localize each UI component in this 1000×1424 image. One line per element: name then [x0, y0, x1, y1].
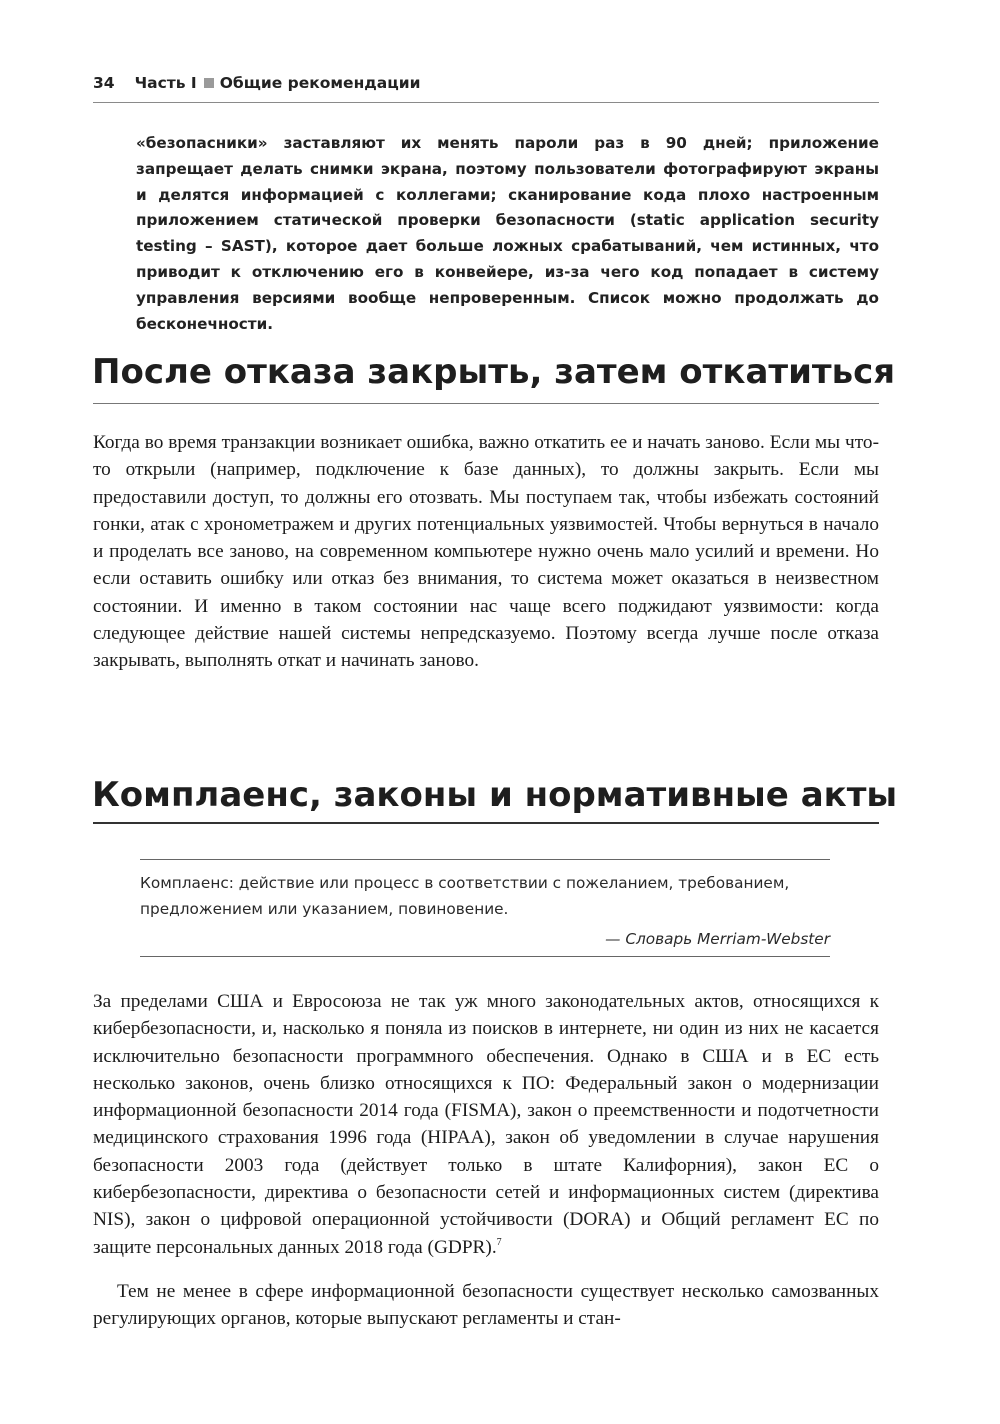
part-label: Часть I [134, 74, 197, 92]
section-heading-rollback: После отказа закрыть, затем откатиться [92, 352, 896, 392]
epigraph-source: — Словарь Merriam-Webster [605, 930, 830, 948]
section-rule-compliance [93, 822, 879, 824]
epigraph-quote: Комплаенс: действие или процесс в соответствии с пожеланием, требованием, предложением или указанием, повиновение. [140, 874, 790, 918]
epigraph-bottom-rule [140, 956, 830, 957]
compliance-paragraph-1-text: За пределами США и Евросоюза не так уж много законодательных актов, относящихся к кибербезопасности, и, насколько я поняла из поисков в интернете, ни один из них не касается исключительно безопасности программного обеспечения. Однако в США и в ЕС есть несколько законов, очень близко относящихся к ПО: Федеральный закон о модернизации информационной безопасности 2014 года (FISMA), закон о преемственности и подотчетности медицинского страхования 1996 года (HIPAA), закон об уведомлении в случае нарушения безопасности 2003 года (действует только в штате Калифорния), закон ЕС о кибербезопасности, директива о безопасности сетей и информационных систем (директива NIS), закон о цифровой операционной устойчивости (DORA) и Общий регламент ЕС по защите персональных данных 2018 года (GDPR). [93, 991, 879, 1258]
footnote-ref: 7 [496, 1236, 502, 1248]
header-rule [93, 102, 879, 103]
section-rule-rollback [93, 403, 879, 404]
running-header [93, 74, 879, 92]
separator-square-icon [204, 78, 214, 88]
section-heading-compliance: Комплаенс, законы и нормативные акты [92, 775, 898, 815]
compliance-paragraph-1 [93, 988, 879, 1261]
page-number: 34 [93, 74, 115, 92]
section-rollback-paragraph: Когда во время транзакции возникает ошибка, важно откатить ее и начать заново. Если мы что-то открыли (например, подключение к базе данных), то должны закрыть. Если мы предоставили доступ, то должны его отозвать. Мы поступаем так, чтобы избежать состояний гонки, атак с хронометражем и других потенциальных уязвимостей. Чтобы вернуться в начало и проделать все заново, на современном компьютере нужно очень мало усилий и времени. Но если оставить ошибку или отказ без внимания, то система может оказаться в неизвестном состоянии. И именно в таком состоянии нас чаще всего поджидают уязвимости: когда следующее действие нашей системы непредсказуемо. Поэтому всегда лучше после отказа закрывать, выполнять откат и начинать заново. [93, 432, 879, 672]
chapter-title: Общие рекомендации [219, 74, 421, 92]
epigraph-top-rule [140, 859, 830, 860]
compliance-paragraph-2: Тем не менее в сфере информационной безопасности существует несколько самозванных регулирующих органов, которые выпускают регламенты и стан- [93, 1281, 879, 1330]
intro-paragraph: «безопасники» заставляют их менять пароли раз в 90 дней; приложение запрещает делать снимки экрана, поэтому пользователи фотографируют экраны и делятся информацией с коллегами; сканирование кода плохо настроенным приложением статической проверки безопасности (static application security testing – SAST), которое дает больше ложных срабатываний, чем истинных, что приводит к отключению его в конвейере, из-за чего код попадает в систему управления версиями вообще непроверенным. Список можно продолжать до бесконечности. [136, 134, 879, 333]
